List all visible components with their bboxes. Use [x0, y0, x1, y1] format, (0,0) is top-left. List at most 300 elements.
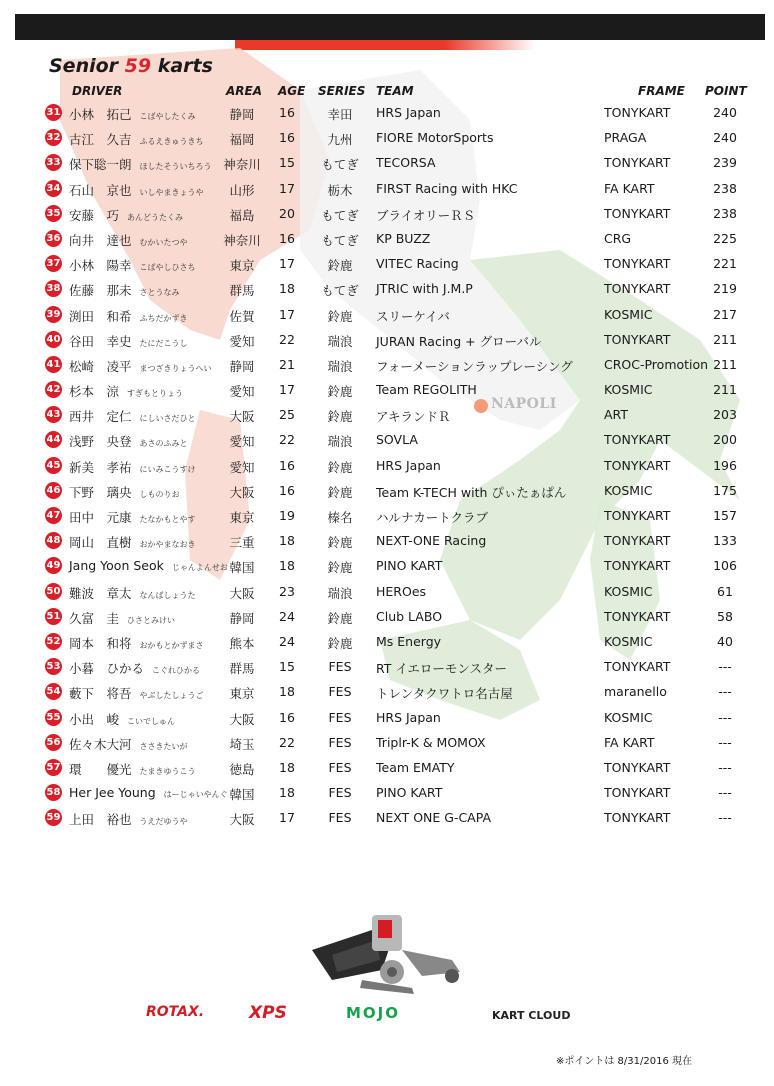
team-cell: HRS Japan: [376, 457, 441, 473]
series-cell: 幸田: [327, 107, 353, 122]
area-cell: 熊本: [229, 635, 255, 651]
driver-cell: [69, 609, 175, 627]
age-cell: 17: [279, 306, 295, 322]
driver-furigana: さとうなみ: [139, 288, 180, 298]
series-cell: 榛名: [327, 510, 353, 525]
point-cell: 239: [713, 155, 737, 171]
driver-furigana: あんどうたくみ: [127, 212, 184, 222]
table-row: [0, 150, 774, 175]
age-cell: 16: [279, 482, 295, 498]
map-label-napoli: NAPOLI: [491, 396, 557, 412]
frame-cell: KOSMIC: [604, 382, 653, 398]
points-footnote: ※ポイントは 8/31/2016 現在: [556, 1056, 693, 1067]
frame-cell: TONYKART: [604, 659, 671, 675]
area-cell: 愛知: [229, 384, 255, 400]
area-cell: 静岡: [229, 107, 255, 122]
table-row: [0, 125, 774, 150]
frame-cell: PRAGA: [604, 130, 647, 146]
age-cell: 18: [279, 759, 295, 775]
table-row: [0, 427, 774, 452]
rank-badge: 45: [45, 457, 62, 474]
driver-furigana: たなかもとやす: [139, 515, 196, 524]
header-age: AGE: [278, 84, 306, 98]
age-cell: 15: [279, 659, 295, 675]
table-row: [0, 276, 774, 301]
area-cell: 大阪: [229, 585, 255, 601]
driver-cell: [69, 181, 204, 199]
driver-cell: [69, 659, 200, 677]
area-cell: 山形: [229, 182, 255, 198]
frame-cell: KOSMIC: [604, 306, 653, 322]
point-cell: 58: [717, 608, 733, 624]
frame-cell: TONYKART: [604, 608, 671, 624]
rank-badge: 51: [45, 608, 62, 625]
rank-badge: 52: [45, 633, 62, 650]
team-cell: VITEC Racing: [376, 256, 459, 272]
table-row: [0, 503, 774, 528]
driver-furigana: おかもとかずまさ: [139, 640, 204, 650]
driver-name: 古江 久吉: [69, 132, 132, 148]
team-cell: Club LABO: [376, 608, 443, 624]
rank-badge: 31: [45, 104, 62, 121]
driver-furigana: すぎもとりょう: [127, 389, 184, 399]
team-cell: Team K-TECH with ぴぃたぁぱん: [376, 484, 567, 500]
series-cell: 鈴鹿: [327, 384, 353, 400]
point-cell: 217: [713, 306, 737, 322]
driver-furigana: なんばしょうた: [139, 590, 196, 600]
rank-badge: 44: [45, 431, 62, 448]
point-cell: ---: [718, 734, 732, 750]
point-cell: 61: [717, 583, 733, 599]
area-cell: 群馬: [229, 283, 255, 299]
rank-badge: 55: [45, 709, 62, 726]
header-area: AREA: [226, 84, 263, 98]
team-cell: PINO KART: [376, 558, 443, 574]
driver-name: 環 優光: [69, 761, 132, 777]
age-cell: 17: [279, 382, 295, 398]
age-cell: 24: [279, 633, 295, 649]
header-frame: FRAME: [638, 84, 685, 98]
driver-cell: [69, 206, 183, 224]
driver-cell: [69, 634, 204, 652]
driver-furigana: あさのふみと: [139, 439, 188, 449]
driver-name: 西井 定仁: [69, 409, 132, 425]
area-cell: 福島: [229, 207, 255, 223]
team-cell: FIRST Racing with HKC: [376, 180, 518, 196]
driver-name: Jang Yoon Seok: [69, 558, 164, 574]
team-cell: JTRIC with J.M.P: [376, 281, 473, 297]
area-cell: 群馬: [229, 661, 255, 677]
point-cell: 157: [713, 508, 737, 523]
driver-name: 上田 裕也: [69, 812, 132, 828]
driver-cell: [69, 735, 188, 753]
frame-cell: maranello: [604, 684, 667, 700]
rank-badge: 39: [45, 306, 62, 323]
rank-badge: 47: [45, 507, 62, 524]
driver-cell: [69, 281, 180, 299]
area-cell: 東京: [229, 686, 255, 702]
driver-cell: [69, 357, 212, 375]
age-cell: 22: [279, 331, 295, 347]
series-cell: 栃木: [327, 182, 353, 198]
table-row: [0, 679, 774, 704]
driver-furigana: ふちだかずき: [139, 313, 188, 323]
driver-cell: [69, 710, 175, 728]
driver-cell: [69, 256, 196, 274]
series-cell: もてぎ: [321, 207, 359, 223]
series-cell: FES: [328, 759, 352, 775]
rank-badge: 38: [45, 280, 62, 297]
driver-cell: [69, 810, 188, 828]
point-cell: 203: [713, 407, 737, 423]
rank-badge: 53: [45, 658, 62, 675]
driver-name: 小出 峻: [69, 711, 120, 727]
standings-table: [0, 100, 774, 830]
rank-badge: 59: [45, 809, 62, 826]
point-cell: ---: [718, 785, 732, 801]
age-cell: 16: [279, 457, 295, 473]
frame-cell: TONYKART: [604, 205, 671, 221]
age-cell: 16: [279, 230, 295, 246]
team-cell: HRS Japan: [376, 709, 441, 725]
table-row: [0, 730, 774, 755]
age-cell: 16: [279, 105, 295, 120]
driver-cell: [69, 533, 196, 551]
area-cell: 東京: [229, 510, 255, 525]
rank-badge: 56: [45, 734, 62, 751]
table-row: [0, 553, 774, 578]
series-cell: 瑞浪: [327, 585, 353, 601]
driver-name: 安藤 巧: [69, 207, 120, 223]
area-cell: 福岡: [229, 132, 255, 148]
table-row: [0, 654, 774, 679]
driver-cell: [69, 130, 204, 148]
table-row: [0, 226, 774, 251]
team-cell: HRS Japan: [376, 105, 441, 120]
series-cell: FES: [328, 785, 352, 801]
age-cell: 18: [279, 558, 295, 574]
age-cell: 19: [279, 508, 295, 523]
rank-badge: 48: [45, 532, 62, 549]
driver-name: 向井 達也: [69, 232, 132, 248]
header-series: SERIES: [318, 84, 366, 98]
series-cell: FES: [328, 684, 352, 700]
driver-cell: [69, 760, 196, 778]
area-cell: 神奈川: [223, 232, 261, 248]
area-cell: 佐賀: [229, 308, 255, 324]
table-row: [0, 251, 774, 276]
age-cell: 17: [279, 180, 295, 196]
driver-name: 岡山 直樹: [69, 535, 132, 551]
age-cell: 24: [279, 608, 295, 624]
table-row: [0, 302, 774, 327]
driver-cell: [69, 155, 212, 173]
rank-badge: 35: [45, 205, 62, 222]
driver-cell: [69, 382, 183, 400]
area-cell: 大阪: [229, 484, 255, 500]
team-cell: FIORE MotorSports: [376, 130, 494, 146]
driver-name: 藪下 将吾: [69, 686, 132, 702]
driver-name: 渕田 和希: [69, 308, 132, 324]
driver-furigana: ささきたいが: [139, 741, 188, 751]
point-cell: ---: [718, 810, 732, 826]
driver-name: 佐藤 那未: [69, 283, 132, 299]
driver-name: 石山 京也: [69, 182, 132, 198]
age-cell: 22: [279, 432, 295, 448]
point-cell: ---: [718, 659, 732, 675]
kartcloud-logo: KART CLOUD: [492, 1009, 571, 1022]
frame-cell: CROC-Promotion: [604, 356, 709, 372]
area-cell: 神奈川: [223, 157, 261, 173]
driver-furigana: まつざきりょうへい: [139, 363, 212, 373]
team-cell: JURAN Racing + グローバル: [376, 333, 542, 349]
series-cell: 瑞浪: [327, 333, 353, 349]
table-row: [0, 352, 774, 377]
driver-cell: [69, 432, 188, 450]
driver-name: Her Jee Young: [69, 785, 156, 801]
driver-name: 松崎 凌平: [69, 358, 132, 374]
driver-cell: [69, 508, 196, 526]
area-cell: 静岡: [229, 610, 255, 626]
age-cell: 18: [279, 684, 295, 700]
table-row: [0, 755, 774, 780]
driver-furigana: しものりお: [139, 489, 180, 499]
point-cell: 240: [713, 130, 737, 146]
driver-furigana: たにだこうし: [139, 338, 188, 348]
title-number: 59: [124, 55, 152, 77]
area-cell: 愛知: [229, 434, 255, 450]
driver-furigana: にしいさだひと: [139, 414, 196, 424]
age-cell: 22: [279, 734, 295, 750]
table-row: [0, 528, 774, 553]
series-cell: 鈴鹿: [327, 484, 353, 500]
driver-cell: [69, 684, 204, 702]
age-cell: 18: [279, 785, 295, 801]
series-cell: FES: [328, 734, 352, 750]
driver-name: 保下聡一朗: [69, 157, 132, 173]
driver-name: 佐々木大河: [69, 736, 132, 752]
series-cell: 瑞浪: [327, 434, 353, 450]
table-row: [0, 402, 774, 427]
frame-cell: TONYKART: [604, 759, 671, 775]
frame-cell: TONYKART: [604, 281, 671, 297]
driver-name: 難波 章太: [69, 585, 132, 601]
rank-badge: 42: [45, 381, 62, 398]
age-cell: 18: [279, 533, 295, 549]
frame-cell: TONYKART: [604, 155, 671, 171]
age-cell: 16: [279, 130, 295, 146]
age-cell: 25: [279, 407, 295, 423]
age-cell: 20: [279, 205, 295, 221]
frame-cell: TONYKART: [604, 105, 671, 120]
rank-badge: 49: [45, 557, 62, 574]
driver-cell: [69, 231, 188, 249]
frame-cell: ART: [604, 407, 628, 423]
point-cell: 225: [713, 230, 737, 246]
driver-cell: [69, 332, 188, 350]
driver-name: 谷田 幸史: [69, 333, 132, 349]
driver-cell: [69, 458, 196, 476]
team-cell: フォーメーションラップレーシング: [376, 358, 573, 374]
table-row: [0, 629, 774, 654]
area-cell: 大阪: [229, 409, 255, 425]
frame-cell: TONYKART: [604, 256, 671, 272]
point-cell: 238: [713, 205, 737, 221]
driver-cell: [69, 105, 196, 123]
driver-furigana: むかいたつや: [139, 237, 188, 247]
age-cell: 16: [279, 709, 295, 725]
team-cell: ハルナカートクラブ: [376, 510, 489, 525]
frame-cell: FA KART: [604, 180, 655, 196]
frame-cell: TONYKART: [604, 508, 671, 523]
driver-furigana: いしやまきょうや: [139, 187, 204, 197]
driver-cell: [69, 307, 188, 325]
rank-badge: 41: [45, 356, 62, 373]
point-cell: 240: [713, 105, 737, 120]
driver-furigana: こぐれひかる: [152, 666, 201, 676]
table-row: [0, 176, 774, 201]
driver-furigana: おかやまなおき: [139, 540, 196, 550]
area-cell: 埼玉: [229, 736, 255, 752]
series-cell: もてぎ: [321, 283, 359, 299]
series-cell: 瑞浪: [327, 358, 353, 374]
rank-badge: 43: [45, 406, 62, 423]
driver-furigana: やぶしたしょうご: [139, 691, 204, 701]
driver-furigana: じゃんよんせお: [171, 563, 228, 573]
point-cell: 175: [713, 482, 737, 498]
point-cell: 200: [713, 432, 737, 448]
series-cell: 鈴鹿: [327, 308, 353, 324]
driver-furigana: ひさとみけい: [127, 615, 176, 625]
driver-furigana: たまきゆうこう: [139, 766, 196, 776]
driver-name: 杉本 涼: [69, 384, 120, 400]
point-cell: ---: [718, 709, 732, 725]
age-cell: 21: [279, 356, 295, 372]
mojo-logo: MOJO: [346, 1004, 401, 1022]
team-cell: Team REGOLITH: [376, 382, 477, 398]
rank-badge: 34: [45, 180, 62, 197]
team-cell: トレンタクワトロ名古屋: [376, 686, 513, 702]
driver-name: 下野 璃央: [69, 484, 132, 500]
team-cell: アキランドＲ: [376, 409, 451, 425]
driver-cell: [69, 785, 228, 800]
series-cell: FES: [328, 659, 352, 675]
driver-cell: [69, 483, 180, 501]
table-row: [0, 377, 774, 402]
frame-cell: TONYKART: [604, 785, 671, 801]
age-cell: 18: [279, 281, 295, 297]
series-cell: 鈴鹿: [327, 409, 353, 425]
point-cell: ---: [718, 759, 732, 775]
table-row: [0, 453, 774, 478]
team-cell: NEXT ONE G-CAPA: [376, 810, 492, 826]
age-cell: 17: [279, 810, 295, 826]
team-cell: TECORSA: [376, 155, 436, 171]
frame-cell: TONYKART: [604, 810, 671, 826]
table-row: [0, 327, 774, 352]
team-cell: スリーケイバ: [376, 308, 450, 324]
rank-badge: 37: [45, 255, 62, 272]
team-cell: Team EMATY: [376, 759, 455, 775]
driver-furigana: うえだゆうや: [139, 817, 188, 827]
series-cell: FES: [328, 709, 352, 725]
area-cell: 愛知: [229, 333, 255, 349]
driver-furigana: にいみこうすけ: [139, 464, 196, 474]
rank-badge: 33: [45, 154, 62, 171]
age-cell: 23: [279, 583, 295, 599]
area-cell: 大阪: [229, 711, 255, 727]
team-cell: SOVLA: [376, 432, 418, 448]
team-cell: HEROes: [376, 583, 427, 599]
team-cell: NEXT-ONE Racing: [376, 533, 487, 549]
frame-cell: TONYKART: [604, 533, 671, 549]
series-cell: もてぎ: [321, 157, 359, 173]
header-driver: DRIVER: [72, 84, 123, 98]
rank-badge: 58: [45, 784, 62, 801]
frame-cell: KOSMIC: [604, 482, 653, 498]
area-cell: 韓国: [229, 560, 255, 576]
frame-cell: TONYKART: [604, 331, 671, 347]
point-cell: 133: [713, 533, 737, 549]
driver-furigana: こばやしたくみ: [139, 112, 196, 121]
driver-name: 小林 拓己: [69, 107, 132, 122]
age-cell: 17: [279, 256, 295, 272]
driver-furigana: ふるえきゅうきち: [139, 137, 204, 147]
driver-furigana: ほしたそういちろう: [139, 162, 212, 172]
series-cell: 鈴鹿: [327, 535, 353, 551]
frame-cell: KOSMIC: [604, 709, 653, 725]
team-cell: PINO KART: [376, 785, 443, 801]
point-cell: 106: [713, 558, 737, 574]
header-point: POINT: [705, 84, 747, 98]
frame-cell: KOSMIC: [604, 583, 653, 599]
driver-name: 小林 陽幸: [69, 258, 132, 274]
rank-badge: 32: [45, 129, 62, 146]
driver-furigana: はーじゃいやんぐ: [163, 790, 228, 800]
point-cell: 211: [713, 331, 737, 347]
frame-cell: TONYKART: [604, 558, 671, 574]
area-cell: 愛知: [229, 459, 255, 475]
title-prefix: Senior: [49, 55, 125, 77]
point-cell: 40: [717, 633, 733, 649]
series-cell: 鈴鹿: [327, 635, 353, 651]
table-row: [0, 100, 774, 125]
driver-cell: [69, 558, 228, 573]
point-cell: 211: [713, 382, 737, 398]
driver-furigana: こいでしゅん: [127, 716, 176, 726]
rank-badge: 54: [45, 683, 62, 700]
kart-engine-image: [302, 910, 470, 998]
page-title: [49, 55, 213, 77]
area-cell: 韓国: [229, 787, 255, 803]
frame-cell: TONYKART: [604, 457, 671, 473]
area-cell: 徳島: [229, 761, 255, 777]
xps-logo: XPS: [249, 1003, 287, 1023]
rank-badge: 40: [45, 331, 62, 348]
series-cell: 鈴鹿: [327, 258, 353, 274]
point-cell: 196: [713, 457, 737, 473]
rotax-logo: ROTAX.: [146, 1004, 205, 1020]
header-team: TEAM: [376, 84, 414, 98]
series-cell: 鈴鹿: [327, 459, 353, 475]
series-cell: 鈴鹿: [327, 560, 353, 576]
rank-badge: 50: [45, 583, 62, 600]
age-cell: 15: [279, 155, 295, 171]
team-cell: KP BUZZ: [376, 230, 431, 246]
point-cell: 211: [713, 356, 737, 372]
driver-cell: [69, 407, 196, 425]
series-cell: FES: [328, 810, 352, 826]
